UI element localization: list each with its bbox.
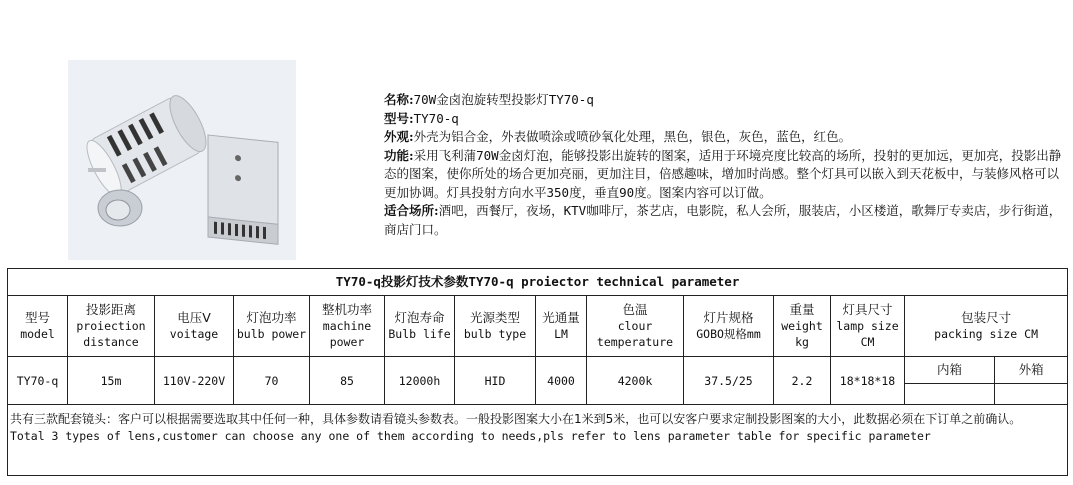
header-cell: 包装尺寸 packing size CM — [905, 296, 1068, 357]
model-line: 型号:TY70-q — [384, 110, 459, 126]
header-cell: 电压V voitage — [155, 296, 234, 357]
lens-note-en: Total 3 types of lens,customer can choose any one of them according to needs,pls refer to lens parameter table for specific parameter — [10, 429, 931, 443]
spec-table — [7, 268, 1068, 476]
value-cell: 70 — [234, 357, 310, 405]
product-photo — [68, 60, 296, 260]
header-cell: 灯泡寿命 Bulb life — [385, 296, 455, 357]
value-cell: 12000h — [385, 357, 455, 405]
value-cell: 4000 — [536, 357, 587, 405]
value-cell: 37.5/25 — [684, 357, 774, 405]
header-cell: 重量 weight kg — [774, 296, 831, 357]
inner-box-cell: 内箱 — [905, 357, 995, 384]
look-line: 外观:外壳为铝合金，外表做喷涂或喷砂氧化处理，黑色，银色，灰色，蓝色，红色。 — [384, 129, 852, 144]
header-cell: 色温 clour temperature — [587, 296, 684, 357]
value-cell: 18*18*18 — [831, 357, 905, 405]
header-cell: 光通量 LM — [536, 296, 587, 357]
header-cell: 灯具尺寸 lamp size CM — [831, 296, 905, 357]
function-line: 功能:采用飞利蒲70W金卤灯泡，能够投影出旋转的图案，适用于环境亮度比较高的场所，投射的更加远，更加亮，投影出静态的图案，使你所处的场合更加亮丽，更加注目，倍感趣味，增加时尚感。整个灯具可以嵌入到天花板中，与装修风格可以更加协调。灯具投射方向水平350度，垂直90度。图案内容可以订做。 — [384, 147, 1062, 200]
header-cell: 整机功率 machine power — [310, 296, 385, 357]
header-cell: 灯泡功率 bulb power — [234, 296, 310, 357]
lens-note — [8, 405, 1068, 476]
header-cell: 型号 model — [8, 296, 68, 357]
value-cell: 85 — [310, 357, 385, 405]
value-cell: HID — [455, 357, 536, 405]
table-title: TY70-q投影灯技术参数TY70-q proiector technical parameter — [8, 269, 1068, 296]
lens-note-zh: 共有三款配套镜头：客户可以根据需要选取其中任何一种，具体参数请看镜头参数表。一般投影图案大小在1米到5米，也可以安客户要求定制投影图案的大小，此数据必须在下订单之前确认。 — [10, 412, 1022, 426]
header-cell: 光源类型 bulb type — [455, 296, 536, 357]
value-cell: 4200k — [587, 357, 684, 405]
name-line: 名称:70W金卤泡旋转型投影灯TY70-q — [384, 92, 594, 107]
value-cell: 2.2 — [774, 357, 831, 405]
value-cell: 110V-220V — [155, 357, 234, 405]
places-line: 适合场所:酒吧，西餐厅，夜场，KTV咖啡厅，茶艺店，电影院，私人会所，服装店，小区楼道，歌舞厅专卖店，步行街道，商店门口。 — [384, 203, 1062, 237]
outer-box-cell: 外箱 — [995, 357, 1068, 384]
inner-box-value — [905, 384, 995, 405]
header-cell: 灯片规格 GOBO规格mm — [684, 296, 774, 357]
outer-box-value — [995, 384, 1068, 405]
projector-lamp-illustration — [68, 60, 296, 260]
header-cell: 投影距离 proiection distance — [68, 296, 155, 357]
product-description — [384, 91, 1064, 239]
value-cell: TY70-q — [8, 357, 68, 405]
value-cell: 15m — [68, 357, 155, 405]
